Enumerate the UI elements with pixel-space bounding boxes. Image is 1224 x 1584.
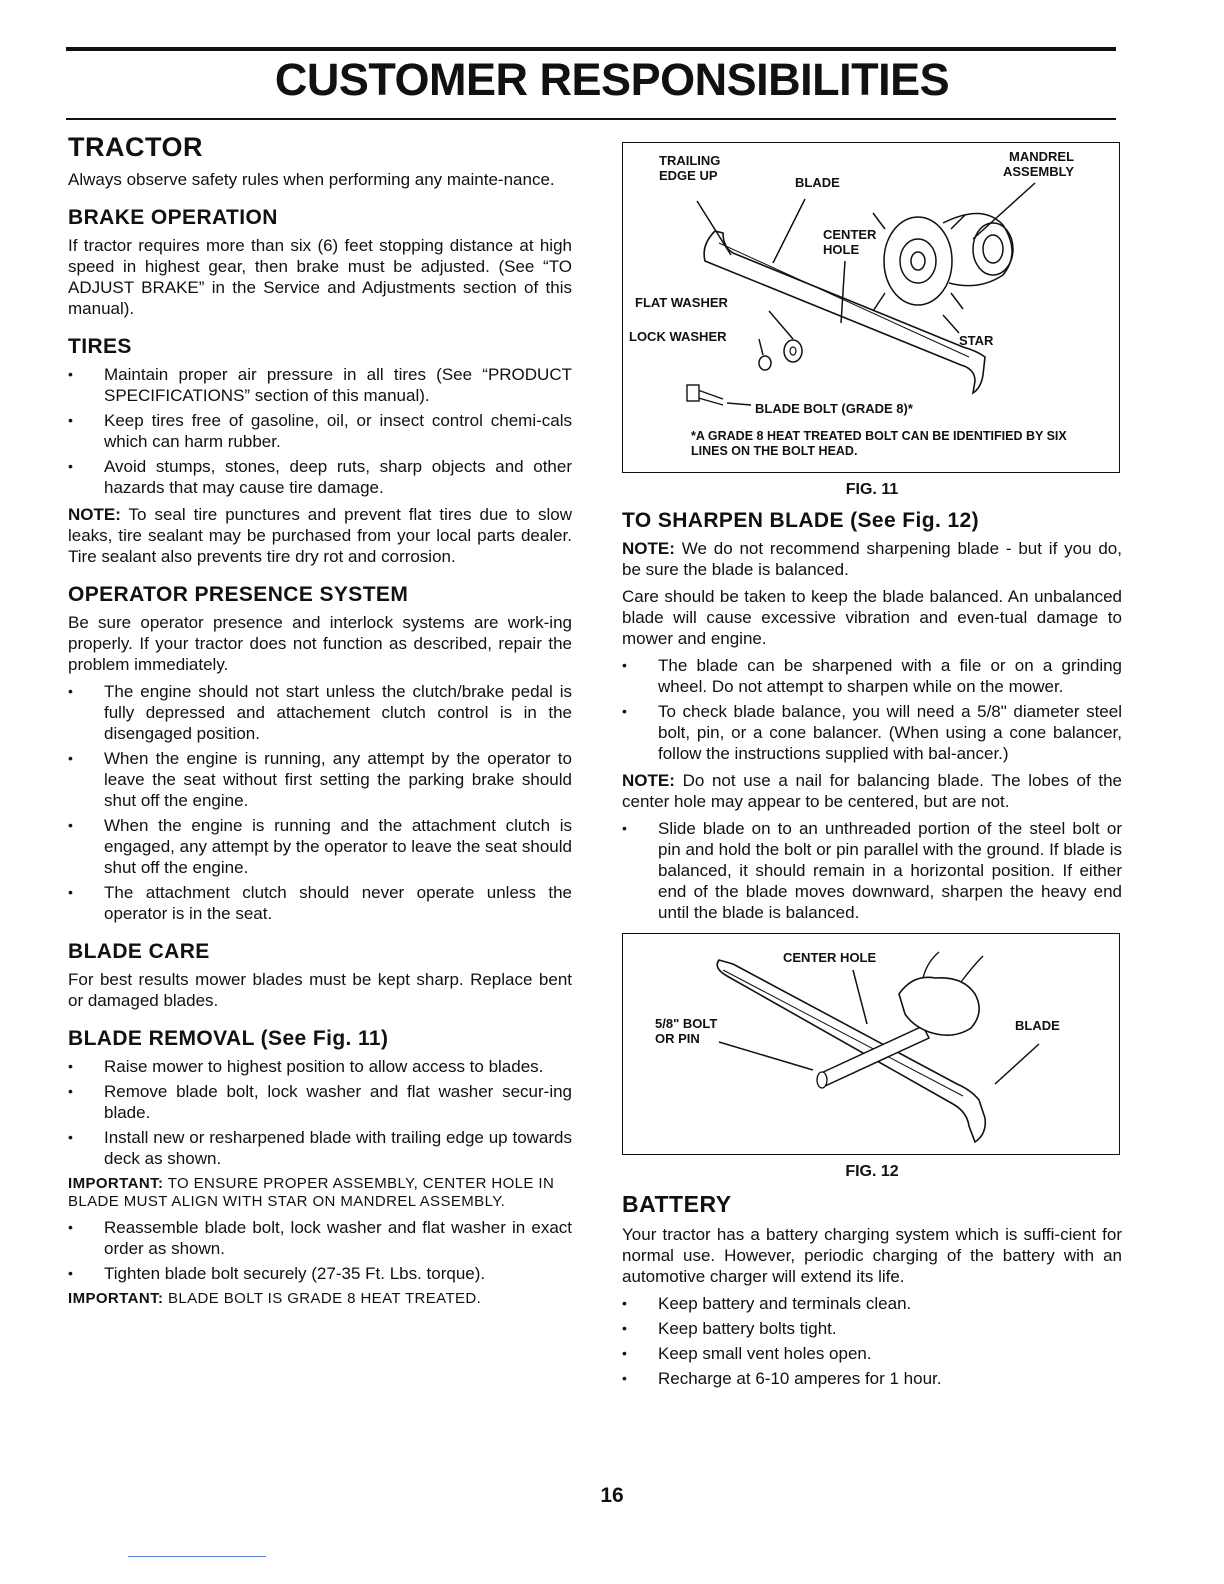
sharpen-heading: TO SHARPEN BLADE (See Fig. 12) — [622, 509, 980, 532]
list-item: • The blade can be sharpened with a file or on a grinding wheel. Do not attempt to sharpen while on the mower. — [622, 655, 1122, 697]
blade-removal-list-2 — [68, 1217, 572, 1284]
left-column — [68, 132, 572, 1314]
battery-heading: BATTERY — [622, 1191, 732, 1217]
footer-line — [128, 1556, 266, 1557]
label-center-hole: CENTER HOLE — [823, 227, 877, 257]
blade-care-heading: BLADE CARE — [68, 940, 210, 963]
label-star: STAR — [959, 333, 994, 348]
important-label: IMPORTANT: — [68, 1290, 164, 1307]
list-item: • The engine should not start unless the clutch/brake pedal is fully depressed and attachement clutch control is in the disengaged position. — [68, 681, 572, 744]
sharpen-text: Care should be taken to keep the blade balanced. An unbalanced blade will cause excessive vibration and even-tual damage to mower and engine. — [622, 587, 1122, 648]
tires-note — [68, 504, 572, 567]
fig11-footnote: *A GRADE 8 HEAT TREATED BOLT CAN BE IDENTIFIED BY SIX LINES ON THE BOLT HEAD. — [691, 429, 1067, 458]
right-column — [622, 142, 1122, 1395]
mandrel-assembly-shape — [873, 213, 1013, 311]
note-label: NOTE: — [622, 539, 675, 558]
title-underline — [66, 118, 1116, 120]
list-item: • When the engine is running and the attachment clutch is engaged, any attempt by the operator to leave the seat should shut off the engine. — [68, 815, 572, 878]
blade-removal-list — [68, 1056, 572, 1169]
tractor-heading: TRACTOR — [68, 132, 203, 162]
label-mandrel-assembly: MANDREL ASSEMBLY — [1003, 149, 1075, 179]
figure-12 — [622, 933, 1120, 1155]
list-item: • Install new or resharpened blade with trailing edge up towards deck as shown. — [68, 1127, 572, 1169]
label-flat-washer: FLAT WASHER — [635, 295, 728, 310]
label-blade-bolt: BLADE BOLT (GRADE 8)* — [755, 401, 913, 416]
list-item: • Keep small vent holes open. — [622, 1343, 1122, 1364]
list-item: • Avoid stumps, stones, deep ruts, sharp objects and other hazards that may cause tire damage. — [68, 456, 572, 498]
fig11-caption: FIG. 11 — [845, 481, 899, 498]
list-item: • Recharge at 6-10 amperes for 1 hour. — [622, 1368, 1122, 1389]
label-lock-washer: LOCK WASHER — [629, 329, 727, 344]
ops-list — [68, 681, 572, 924]
list-item: • Keep battery bolts tight. — [622, 1318, 1122, 1339]
label-trailing-edge: TRAILING EDGE UP — [659, 153, 721, 183]
list-item: • The attachment clutch should never operate unless the operator is in the seat. — [68, 882, 572, 924]
page-title: CUSTOMER RESPONSIBILITIES — [274, 54, 950, 105]
list-item: • Tighten blade bolt securely (27-35 Ft. Lbs. torque). — [68, 1263, 572, 1284]
list-item: • Keep battery and terminals clean. — [622, 1293, 1122, 1314]
important-assembly — [68, 1175, 572, 1211]
hand-shape — [899, 977, 979, 1035]
list-item: • Reassemble blade bolt, lock washer and flat washer in exact order as shown. — [68, 1217, 572, 1259]
important-text: BLADE BOLT IS GRADE 8 HEAT TREATED. — [167, 1290, 482, 1307]
lock-washer-shape — [759, 356, 771, 370]
important-grade8 — [68, 1290, 572, 1308]
blade-removal-heading: BLADE REMOVAL (See Fig. 11) — [68, 1027, 389, 1050]
tractor-intro: Always observe safety rules when performing any mainte-nance. — [68, 170, 555, 189]
flat-washer-shape — [784, 340, 802, 362]
note-label: NOTE: — [622, 771, 675, 790]
list-item: • Keep tires free of gasoline, oil, or insect control chemi-cals which can harm rubber. — [68, 410, 572, 452]
sharpen-list-2 — [622, 818, 1122, 923]
battery-list — [622, 1293, 1122, 1389]
brake-heading: BRAKE OPERATION — [68, 206, 278, 229]
note-label: NOTE: — [68, 505, 121, 524]
tires-heading: TIRES — [68, 335, 132, 358]
label-blade: BLADE — [795, 175, 840, 190]
note-text: We do not recommend sharpening blade - but if you do, be sure the blade is balanced. — [622, 539, 1122, 579]
brake-text: If tractor requires more than six (6) feet stopping distance at high speed in highest gear, then brake must be adjusted. (See “TO ADJUST BRAKE” in the Service and Adjustments section of this manual). — [68, 236, 572, 318]
sharpen-list — [622, 655, 1122, 764]
fig11-leader-lines — [697, 183, 1035, 405]
list-item: • Raise mower to highest position to allow access to blades. — [68, 1056, 572, 1077]
label-blade: BLADE — [1015, 1018, 1060, 1033]
ops-heading: OPERATOR PRESENCE SYSTEM — [68, 583, 409, 606]
list-item: • When the engine is running, any attempt by the operator to leave the seat without first setting the parking brake should shut off the engine. — [68, 748, 572, 811]
note-text: To seal tire punctures and prevent flat tires due to slow leaks, tire sealant may be purchased from your local parts dealer. Tire sealant also prevents tire dry rot and corrosion. — [68, 505, 572, 566]
label-center-hole: CENTER HOLE — [783, 950, 877, 965]
important-label: IMPORTANT: — [68, 1175, 164, 1192]
list-item: • To check blade balance, you will need a 5/8" diameter steel bolt, pin, or a cone balancer. (When using a cone balancer, follow the instructions supplied with bal-ancer.) — [622, 701, 1122, 764]
important-text: TO ENSURE PROPER ASSEMBLY, CENTER HOLE IN BLADE MUST ALIGN WITH STAR ON MANDREL ASSEMBLY. — [68, 1175, 555, 1210]
list-item: • Remove blade bolt, lock washer and flat washer secur-ing blade. — [68, 1081, 572, 1123]
sharpen-note2 — [622, 770, 1122, 812]
figure-11 — [622, 142, 1120, 473]
page-number: 16 — [600, 1484, 624, 1507]
note-text: Do not use a nail for balancing blade. The lobes of the center hole may appear to be centered, but are not. — [622, 771, 1122, 811]
tires-list — [68, 364, 572, 498]
ops-text: Be sure operator presence and interlock systems are work-ing properly. If your tractor does not function as described, repair the problem immediately. — [68, 613, 572, 674]
list-item: • Maintain proper air pressure in all tires (See “PRODUCT SPECIFICATIONS” section of this manual). — [68, 364, 572, 406]
sharpen-note1 — [622, 538, 1122, 580]
list-item: • Slide blade on to an unthreaded portion of the steel bolt or pin and hold the bolt or pin parallel with the ground. If blade is balanced, it should remain in a horizontal position. If either end of the blade moves downward, sharpen the heavy end until the blade is balanced. — [622, 818, 1122, 923]
battery-text: Your tractor has a battery charging system which is suffi-cient for normal use. However, periodic charging of the battery with an automotive charger will extend its life. — [622, 1225, 1122, 1286]
fig12-caption: FIG. 12 — [845, 1163, 899, 1180]
top-rule — [66, 47, 1116, 51]
label-bolt-or-pin: 5/8" BOLT OR PIN — [655, 1016, 718, 1046]
blade-care-text: For best results mower blades must be kept sharp. Replace bent or damaged blades. — [68, 970, 572, 1010]
blade-edge-line — [719, 243, 969, 357]
